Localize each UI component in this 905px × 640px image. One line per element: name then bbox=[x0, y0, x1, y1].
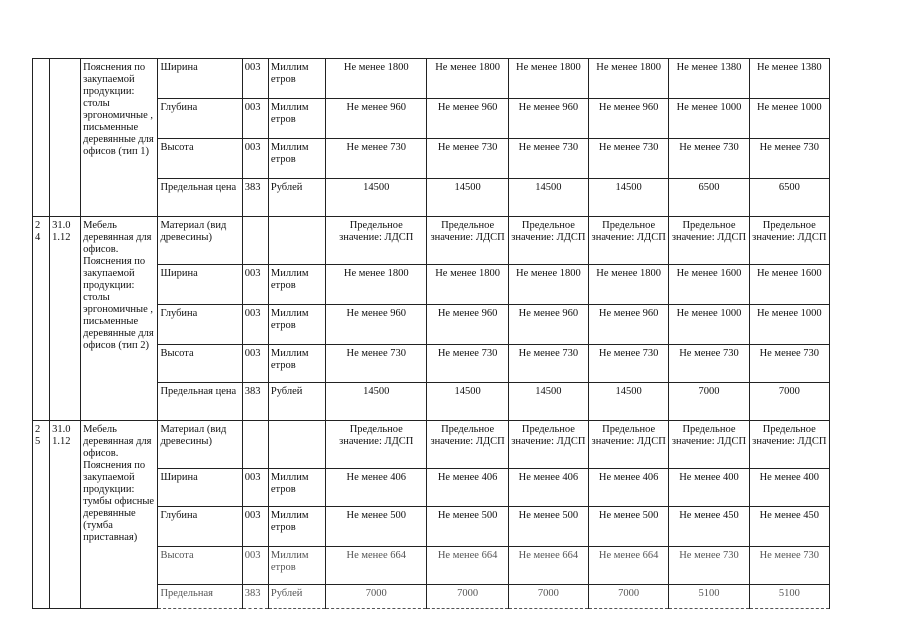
okei-code-cell: 003 bbox=[242, 139, 268, 179]
value-cell: 14500 bbox=[589, 383, 669, 421]
characteristic-cell: Предельная bbox=[158, 585, 242, 609]
value-cell: Не менее 1800 bbox=[326, 59, 427, 99]
okpd-code-cell bbox=[50, 59, 81, 217]
value-cell: Не менее 730 bbox=[749, 547, 829, 585]
value-cell: 7000 bbox=[508, 585, 588, 609]
value-cell: Не менее 960 bbox=[589, 99, 669, 139]
okpd-code-cell: 31.0 1.12 bbox=[50, 217, 81, 421]
value-cell: Предельное значение: ЛДСП bbox=[326, 421, 427, 469]
value-cell: Не менее 500 bbox=[427, 507, 508, 547]
unit-cell: Миллим етров bbox=[268, 547, 325, 585]
value-cell: 7000 bbox=[326, 585, 427, 609]
requirements-table bbox=[32, 58, 830, 609]
value-cell: Не менее 500 bbox=[326, 507, 427, 547]
value-cell: Не менее 730 bbox=[749, 345, 829, 383]
value-cell: Не менее 406 bbox=[326, 469, 427, 507]
okei-code-cell bbox=[242, 217, 268, 265]
value-cell: Не менее 664 bbox=[589, 547, 669, 585]
value-cell: 6500 bbox=[669, 179, 749, 217]
value-cell: 5100 bbox=[669, 585, 749, 609]
value-cell: Не менее 730 bbox=[669, 139, 749, 179]
characteristic-cell: Материал (вид древесины) bbox=[158, 217, 242, 265]
value-cell: Не менее 500 bbox=[589, 507, 669, 547]
value-cell: Не менее 730 bbox=[326, 139, 427, 179]
value-cell: Не менее 1800 bbox=[427, 265, 508, 305]
value-cell: Не менее 730 bbox=[427, 345, 508, 383]
value-cell: Не менее 1800 bbox=[589, 265, 669, 305]
value-cell: Не менее 960 bbox=[589, 305, 669, 345]
value-cell: Предельное значение: ЛДСП bbox=[326, 217, 427, 265]
characteristic-cell: Ширина bbox=[158, 469, 242, 507]
unit-cell: Миллим етров bbox=[268, 99, 325, 139]
okei-code-cell: 003 bbox=[242, 547, 268, 585]
value-cell: Не менее 730 bbox=[589, 139, 669, 179]
value-cell: Не менее 960 bbox=[427, 99, 508, 139]
characteristic-cell: Материал (вид древесины) bbox=[158, 421, 242, 469]
characteristic-cell: Глубина bbox=[158, 305, 242, 345]
value-cell: Не менее 960 bbox=[427, 305, 508, 345]
value-cell: Предельное значение: ЛДСП bbox=[669, 217, 749, 265]
value-cell: Не менее 730 bbox=[508, 139, 588, 179]
value-cell: 14500 bbox=[326, 383, 427, 421]
unit-cell bbox=[268, 217, 325, 265]
okei-code-cell: 003 bbox=[242, 507, 268, 547]
value-cell: 7000 bbox=[589, 585, 669, 609]
value-cell: Не менее 960 bbox=[326, 99, 427, 139]
characteristic-cell: Высота bbox=[158, 547, 242, 585]
characteristic-cell: Предельная цена bbox=[158, 179, 242, 217]
value-cell: Не менее 1800 bbox=[508, 265, 588, 305]
value-cell: Не менее 1800 bbox=[589, 59, 669, 99]
value-cell: 7000 bbox=[669, 383, 749, 421]
product-description-cell: Пояснения по закупаемой продукции: столы эргономичные , письменные деревянные для офисов (тип 1) bbox=[81, 59, 158, 217]
value-cell: Не менее 400 bbox=[749, 469, 829, 507]
value-cell: Не менее 1000 bbox=[749, 305, 829, 345]
okpd-code-cell: 31.0 1.12 bbox=[50, 421, 81, 609]
characteristic-cell: Ширина bbox=[158, 265, 242, 305]
okei-code-cell: 003 bbox=[242, 345, 268, 383]
value-cell: Не менее 450 bbox=[669, 507, 749, 547]
value-cell: Предельное значение: ЛДСП bbox=[749, 421, 829, 469]
table-body bbox=[33, 59, 830, 609]
row-number-cell: 2 4 bbox=[33, 217, 50, 421]
value-cell: 14500 bbox=[508, 179, 588, 217]
value-cell: Не менее 450 bbox=[749, 507, 829, 547]
table-row bbox=[33, 59, 830, 99]
value-cell: Не менее 1380 bbox=[749, 59, 829, 99]
okei-code-cell: 003 bbox=[242, 99, 268, 139]
value-cell: Не менее 400 bbox=[669, 469, 749, 507]
value-cell: Не менее 1600 bbox=[669, 265, 749, 305]
value-cell: Не менее 664 bbox=[427, 547, 508, 585]
value-cell: Не менее 1380 bbox=[669, 59, 749, 99]
unit-cell: Миллим етров bbox=[268, 265, 325, 305]
unit-cell: Миллим етров bbox=[268, 139, 325, 179]
unit-cell bbox=[268, 421, 325, 469]
value-cell: Предельное значение: ЛДСП bbox=[589, 421, 669, 469]
value-cell: Не менее 500 bbox=[508, 507, 588, 547]
value-cell: 5100 bbox=[749, 585, 829, 609]
value-cell: Предельное значение: ЛДСП bbox=[508, 217, 588, 265]
value-cell: Не менее 1000 bbox=[669, 99, 749, 139]
product-description-cell: Мебель деревянная для офисов. Пояснения по закупаемой продукции: тумбы офисные деревянные (тумба приставная) bbox=[81, 421, 158, 609]
unit-cell: Рублей bbox=[268, 383, 325, 421]
value-cell: 14500 bbox=[427, 179, 508, 217]
okei-code-cell: 383 bbox=[242, 179, 268, 217]
okei-code-cell: 383 bbox=[242, 383, 268, 421]
okei-code-cell: 003 bbox=[242, 305, 268, 345]
value-cell: Не менее 960 bbox=[508, 305, 588, 345]
value-cell: Не менее 664 bbox=[326, 547, 427, 585]
value-cell: Не менее 406 bbox=[508, 469, 588, 507]
value-cell: Не менее 960 bbox=[326, 305, 427, 345]
unit-cell: Рублей bbox=[268, 585, 325, 609]
value-cell: Не менее 406 bbox=[589, 469, 669, 507]
characteristic-cell: Глубина bbox=[158, 507, 242, 547]
value-cell: Не менее 730 bbox=[589, 345, 669, 383]
unit-cell: Миллим етров bbox=[268, 345, 325, 383]
value-cell: 14500 bbox=[589, 179, 669, 217]
value-cell: Не менее 960 bbox=[508, 99, 588, 139]
unit-cell: Рублей bbox=[268, 179, 325, 217]
okei-code-cell: 383 bbox=[242, 585, 268, 609]
value-cell: Не менее 1800 bbox=[508, 59, 588, 99]
value-cell: Не менее 1000 bbox=[749, 99, 829, 139]
value-cell: Не менее 730 bbox=[669, 547, 749, 585]
okei-code-cell: 003 bbox=[242, 59, 268, 99]
unit-cell: Миллим етров bbox=[268, 507, 325, 547]
value-cell: Не менее 730 bbox=[427, 139, 508, 179]
value-cell: Не менее 406 bbox=[427, 469, 508, 507]
characteristic-cell: Высота bbox=[158, 139, 242, 179]
unit-cell: Миллим етров bbox=[268, 305, 325, 345]
table-row bbox=[33, 421, 830, 469]
value-cell: Не менее 1000 bbox=[669, 305, 749, 345]
okei-code-cell: 003 bbox=[242, 469, 268, 507]
value-cell: Не менее 730 bbox=[669, 345, 749, 383]
value-cell: Предельное значение: ЛДСП bbox=[669, 421, 749, 469]
value-cell: Не менее 1600 bbox=[749, 265, 829, 305]
okei-code-cell bbox=[242, 421, 268, 469]
value-cell: Предельное значение: ЛДСП bbox=[427, 217, 508, 265]
value-cell: 7000 bbox=[749, 383, 829, 421]
row-number-cell: 2 5 bbox=[33, 421, 50, 609]
product-description-cell: Мебель деревянная для офисов. Пояснения по закупаемой продукции: столы эргономичные , письменные деревянные для офисов (тип 2) bbox=[81, 217, 158, 421]
value-cell: Предельное значение: ЛДСП bbox=[508, 421, 588, 469]
value-cell: Не менее 1800 bbox=[427, 59, 508, 99]
value-cell: Не менее 1800 bbox=[326, 265, 427, 305]
characteristic-cell: Глубина bbox=[158, 99, 242, 139]
characteristic-cell: Предельная цена bbox=[158, 383, 242, 421]
value-cell: Не менее 730 bbox=[508, 345, 588, 383]
value-cell: 6500 bbox=[749, 179, 829, 217]
row-number-cell bbox=[33, 59, 50, 217]
value-cell: Не менее 730 bbox=[326, 345, 427, 383]
table-row bbox=[33, 217, 830, 265]
characteristic-cell: Ширина bbox=[158, 59, 242, 99]
value-cell: Предельное значение: ЛДСП bbox=[749, 217, 829, 265]
characteristic-cell: Высота bbox=[158, 345, 242, 383]
value-cell: Предельное значение: ЛДСП bbox=[589, 217, 669, 265]
value-cell: Не менее 664 bbox=[508, 547, 588, 585]
unit-cell: Миллим етров bbox=[268, 469, 325, 507]
value-cell: 7000 bbox=[427, 585, 508, 609]
value-cell: Предельное значение: ЛДСП bbox=[427, 421, 508, 469]
value-cell: 14500 bbox=[326, 179, 427, 217]
okei-code-cell: 003 bbox=[242, 265, 268, 305]
value-cell: 14500 bbox=[427, 383, 508, 421]
value-cell: 14500 bbox=[508, 383, 588, 421]
unit-cell: Миллим етров bbox=[268, 59, 325, 99]
value-cell: Не менее 730 bbox=[749, 139, 829, 179]
